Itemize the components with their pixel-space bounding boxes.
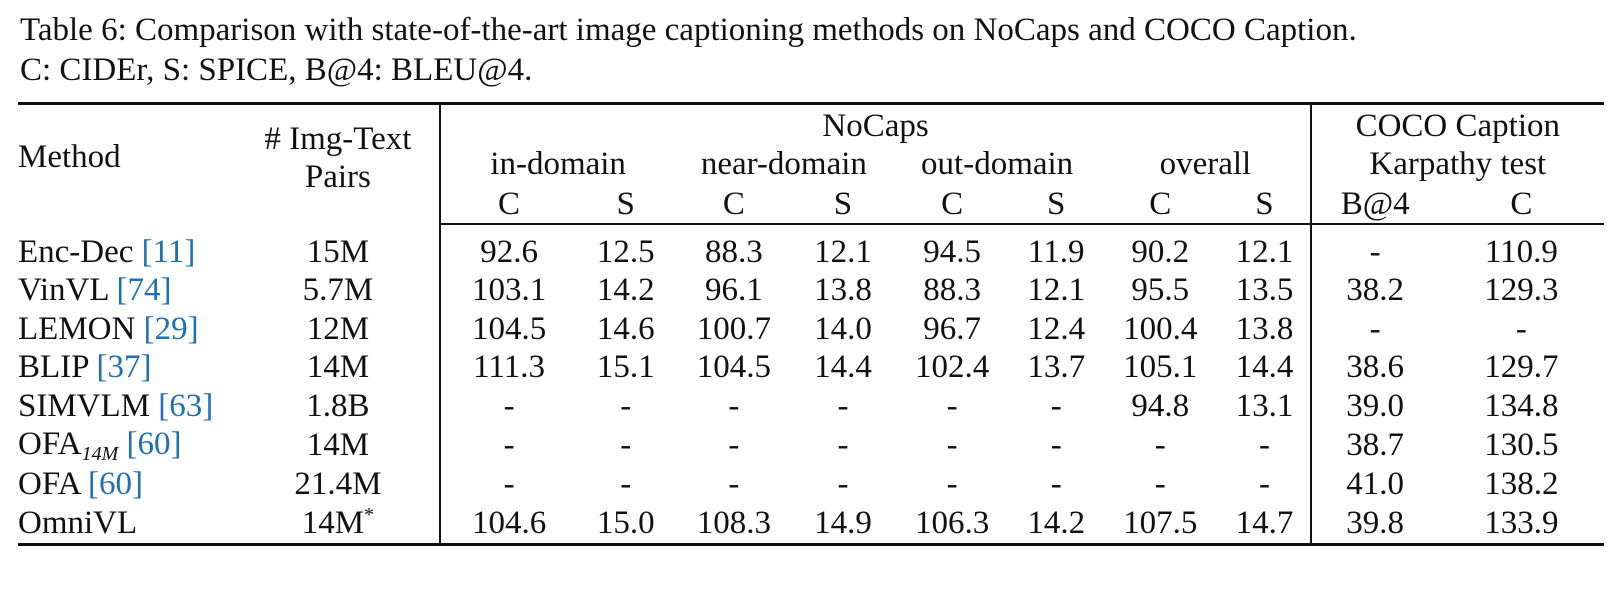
metric-cell: -: [946, 387, 958, 424]
citation-link[interactable]: [60]: [126, 425, 182, 462]
metric-cell: 104.5: [471, 310, 547, 347]
metric-cell: -: [728, 427, 740, 463]
metric-cell: 14.2: [596, 272, 655, 309]
table-row: [18, 310, 1604, 349]
metric-cell: 13.1: [1219, 387, 1310, 426]
method-cell: [18, 426, 236, 466]
metric-cell: 13.8: [814, 272, 872, 309]
metric-cell: 138.2: [1484, 466, 1559, 503]
metric-cell: 12.1: [1219, 233, 1310, 272]
method-name: OFA: [18, 425, 82, 462]
method-name: VinVL: [18, 272, 117, 309]
table-body: [18, 224, 1604, 544]
metric-cell: -: [620, 466, 632, 503]
citation-link[interactable]: [37]: [96, 349, 152, 386]
metric-cell: -: [1050, 427, 1062, 463]
metric-cell: -: [1154, 427, 1166, 463]
metric-cell: 110.9: [1484, 233, 1558, 270]
subheader-s: S: [577, 183, 675, 224]
subheader-s: S: [793, 183, 893, 224]
metric-cell: 39.0: [1346, 387, 1405, 424]
group-out-domain: out-domain: [921, 146, 1074, 182]
metric-cell: 107.5: [1101, 504, 1219, 544]
metric-cell: 103.1: [471, 272, 547, 309]
metric-cell: 96.1: [704, 272, 763, 309]
metric-cell: 94.5: [923, 233, 981, 270]
method-name: SIMVLM: [18, 387, 159, 424]
citation-link[interactable]: [11]: [141, 233, 196, 270]
pairs-value: 14M: [301, 505, 365, 542]
method-name: Enc-Dec: [18, 233, 142, 270]
metric-cell: 11.9: [1027, 233, 1085, 270]
metric-cell: 13.8: [1219, 310, 1310, 349]
pairs-value: 14M: [306, 427, 370, 463]
metric-cell: 106.3: [893, 504, 1011, 544]
caption-line-2: C: CIDEr, S: SPICE, B@4: BLEU@4.: [20, 52, 533, 88]
pairs-value: 15M: [306, 233, 370, 270]
pairs-value: 21.4M: [294, 466, 382, 503]
metric-cell: -: [728, 466, 740, 503]
metric-cell: 41.0: [1346, 466, 1405, 503]
pairs-footnote-mark: *: [364, 504, 375, 527]
metric-cell: 38.7: [1346, 427, 1405, 463]
nocaps-header: NoCaps: [440, 104, 1310, 146]
metric-cell: -: [728, 387, 740, 424]
citation-link[interactable]: [29]: [143, 310, 199, 347]
metric-cell: 111.3: [473, 349, 545, 386]
pairs-cell: [236, 466, 440, 505]
coco-header-line-1: COCO Caption: [1355, 108, 1560, 144]
pairs-cell: [236, 272, 440, 311]
metric-cell: 100.7: [696, 310, 771, 347]
group-in-domain: in-domain: [490, 146, 626, 182]
metric-cell: 104.6: [440, 504, 576, 544]
metric-cell: 105.1: [1123, 349, 1198, 386]
metric-cell: 129.3: [1484, 272, 1559, 309]
table-row: [18, 349, 1604, 388]
method-name: OmniVL: [18, 504, 138, 541]
pairs-cell: [236, 349, 440, 388]
metric-cell: -: [946, 466, 958, 503]
method-cell: [18, 310, 236, 349]
metric-cell: -: [1515, 310, 1527, 347]
metric-cell: 14.4: [1219, 349, 1310, 388]
metric-cell: -: [837, 466, 849, 503]
metric-cell: 96.7: [923, 310, 981, 347]
results-table: [18, 102, 1604, 546]
table-row: [18, 233, 1604, 272]
metric-cell: 100.4: [1123, 310, 1198, 347]
metric-cell: 12.1: [814, 233, 872, 270]
metric-cell: 108.3: [675, 504, 793, 544]
pairs-cell: [236, 504, 440, 544]
pairs-cell: [236, 387, 440, 426]
metric-cell: 90.2: [1131, 233, 1190, 270]
metric-cell: 134.8: [1484, 387, 1559, 424]
citation-link[interactable]: [60]: [88, 466, 143, 503]
caption-line-1: Table 6: Comparison with state-of-the-art image captioning methods on NoCaps and COCO Caption.: [20, 12, 1357, 48]
subheader-c: C: [1439, 183, 1604, 224]
metric-cell: 38.2: [1346, 272, 1405, 309]
metric-cell: -: [503, 466, 515, 503]
metric-cell: 95.5: [1131, 272, 1190, 309]
pairs-header-line-2: Pairs: [304, 158, 371, 195]
method-cell: [18, 272, 236, 311]
citation-link[interactable]: [74]: [116, 272, 172, 309]
metric-cell: -: [1219, 426, 1310, 466]
metric-cell: 102.4: [914, 349, 990, 386]
metric-cell: 14.9: [793, 504, 893, 544]
metric-cell: 12.4: [1027, 310, 1086, 347]
metric-cell: 13.7: [1027, 349, 1086, 386]
pairs-header: [236, 104, 440, 225]
method-cell: [18, 387, 236, 426]
metric-cell: -: [1154, 466, 1166, 503]
metric-cell: 12.5: [596, 233, 655, 270]
metric-cell: -: [837, 427, 849, 463]
method-cell: [18, 349, 236, 388]
table-row: [18, 387, 1604, 426]
metric-cell: 104.5: [696, 349, 771, 386]
table-row: [18, 272, 1604, 311]
metric-cell: 15.1: [596, 349, 655, 386]
method-header: Method: [18, 139, 121, 175]
metric-cell: 94.8: [1131, 387, 1190, 424]
pairs-cell: [236, 310, 440, 349]
pairs-value: 12M: [306, 310, 370, 347]
header-row-1: [18, 104, 1604, 146]
subheader-s: S: [1011, 183, 1101, 224]
subheader-c: C: [440, 183, 576, 224]
coco-header-line-2: Karpathy test: [1369, 146, 1547, 182]
metric-cell: 14.6: [596, 310, 655, 347]
metric-cell: 130.5: [1484, 427, 1559, 463]
metric-cell: -: [1050, 466, 1062, 503]
metric-cell: -: [946, 427, 958, 463]
method-name: LEMON: [18, 310, 144, 347]
metric-cell: 129.7: [1484, 349, 1559, 386]
metric-cell: -: [1369, 233, 1381, 270]
subheader-b4: B@4: [1311, 183, 1439, 224]
subheader-c: C: [1101, 183, 1219, 224]
method-cell: [18, 466, 236, 505]
metric-cell: -: [1050, 387, 1062, 424]
group-near-domain: near-domain: [700, 146, 867, 182]
pairs-value: 5.7M: [302, 272, 374, 309]
method-subscript: 14M: [81, 442, 119, 465]
metric-cell: 14.0: [814, 310, 872, 347]
metric-cell: 88.3: [704, 233, 763, 270]
metric-cell: 12.1: [1027, 272, 1086, 309]
metric-cell: 14.2: [1011, 504, 1101, 544]
metric-cell: -: [503, 427, 515, 463]
subheader-s: S: [1219, 183, 1310, 224]
metric-cell: 13.5: [1219, 272, 1310, 311]
table-row: [18, 426, 1604, 466]
metric-cell: -: [620, 387, 632, 424]
pairs-value: 14M: [306, 349, 370, 386]
subheader-c: C: [675, 183, 793, 224]
metric-cell: -: [620, 427, 632, 463]
metric-cell: 14.4: [814, 349, 872, 386]
subheader-c: C: [893, 183, 1011, 224]
metric-cell: 92.6: [480, 233, 538, 270]
metric-cell: 38.6: [1346, 349, 1405, 386]
pairs-value: 1.8B: [306, 387, 370, 424]
metric-cell: 14.7: [1219, 504, 1310, 544]
pairs-header-line-1: # Img-Text: [264, 120, 412, 157]
citation-link[interactable]: [63]: [158, 387, 214, 424]
metric-cell: -: [1219, 466, 1310, 505]
metric-cell: -: [837, 387, 849, 424]
metric-cell: 15.0: [577, 504, 675, 544]
metric-cell: 88.3: [923, 272, 981, 309]
table-row: [18, 504, 1604, 544]
metric-cell: -: [1369, 310, 1381, 347]
method-cell: [18, 504, 236, 544]
table-caption: [20, 10, 1610, 90]
method-name: BLIP: [18, 349, 97, 386]
metric-cell: 133.9: [1439, 504, 1604, 544]
pairs-cell: [236, 426, 440, 466]
group-overall: overall: [1101, 145, 1310, 183]
metric-cell: 39.8: [1311, 504, 1439, 544]
metric-cell: -: [503, 387, 515, 424]
method-cell: [18, 233, 236, 272]
table-row: [18, 466, 1604, 505]
pairs-cell: [236, 233, 440, 272]
method-name: OFA: [18, 466, 88, 503]
